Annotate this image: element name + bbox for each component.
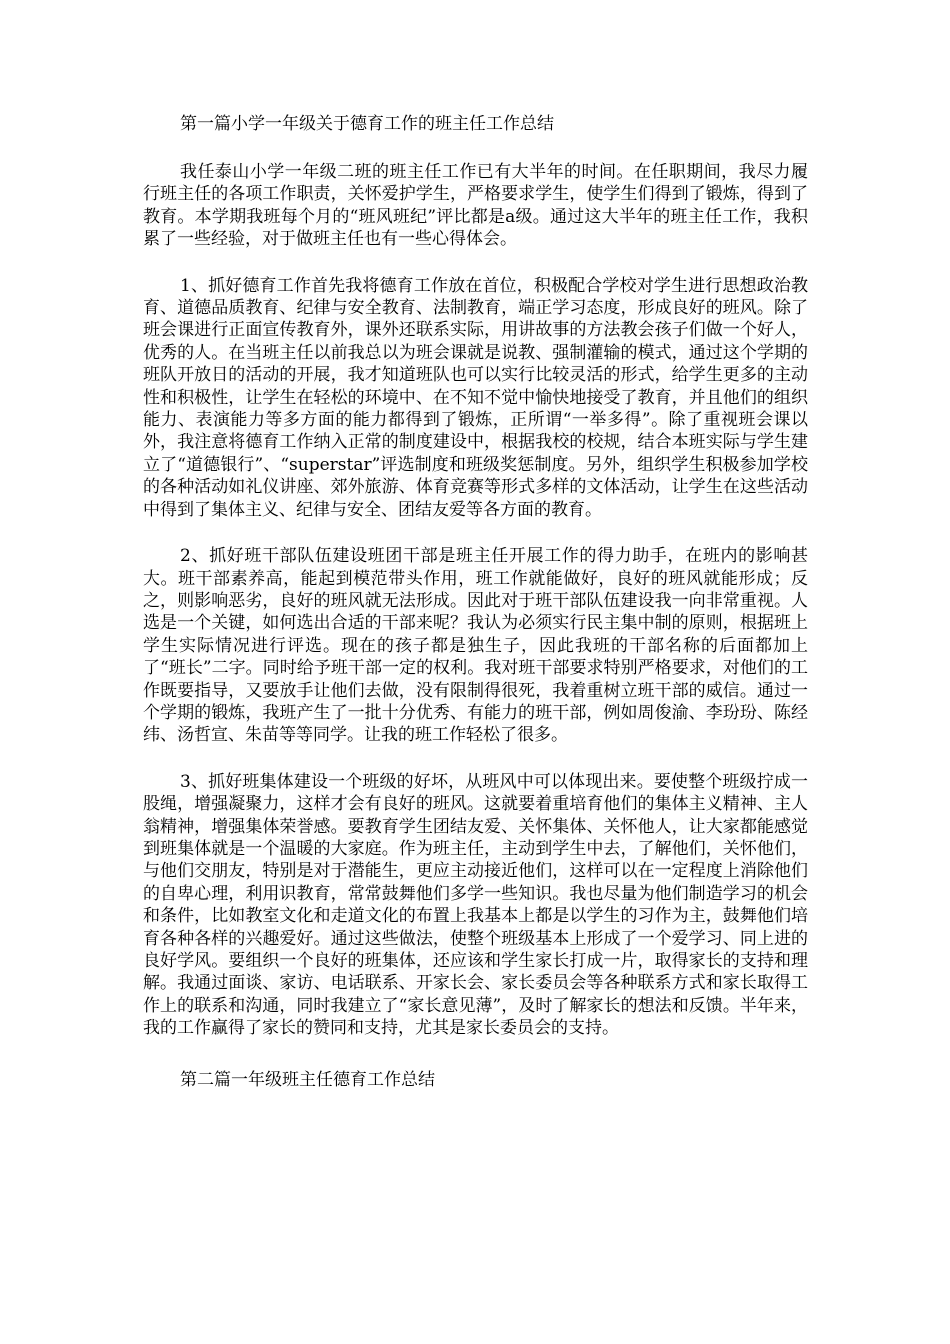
article-title-1: 第一篇小学一年级关于德育工作的班主任工作总结	[180, 114, 554, 134]
article-title-2: 第二篇一年级班主任德育工作总结	[180, 1069, 435, 1090]
section-1-paragraph: 1、抓好德育工作首先我将德育工作放在首位，积极配合学校对学生进行思想政治教育、道德品质教育、纪律与安全教育、法制教育，端正学习态度，形成良好的班风。除了班会课进行正面宣传教育外，课外还联系实际，用讲故事的方法教会孩子们做一个好人，优秀的人。在当班主任以前我总以为班会课就是说教、强制灌输的模式，通过这个学期的班队开放日的活动的开展，我才知道班队也可以实行比较灵活的形式，给学生更多的主动性和积极性，让学生在轻松的环境中、在不知不觉中愉快地接受了教育，并且他们的组织能力、表演能力等多方面的能力都得到了锻炼，正所谓“一举多得”。除了重视班会课以外，我注意将德育工作纳入正常的制度建设中，根据我校的校规，结合本班实际与学生建立了“道德银行”、“superstar”评选制度和班级奖惩制度。另外，组织学生积极参加学校的各种活动如礼仪讲座、郊外旅游、体育竞赛等形式多样的文体活动，让学生在这些活动中得到了集体主义、纪律与安全、团结友爱等各方面的教育。	[143, 275, 808, 520]
section-3-paragraph: 3、抓好班集体建设一个班级的好坏，从班风中可以体现出来。要使整个班级拧成一股绳，增强凝聚力，这样才会有良好的班风。这就要着重培育他们的集体主义精神、主人翁精神，增强集体荣誉感。要教育学生团结友爱、关怀集体、关怀他人，让大家都能感觉到班集体就是一个温暖的大家庭。作为班主任，主动到学生中去，了解他们，关怀他们，与他们交朋友，特别是对于潜能生，更应主动接近他们，这样可以在一定程度上消除他们的自卑心理，利用识教育，常常鼓舞他们多学一些知识。我也尽量为他们制造学习的机会和条件，比如教室文化和走道文化的布置上我基本上都是以学生的习作为主，鼓舞他们培育各种各样的兴趣爱好。通过这些做法，使整个班级基本上形成了一个爱学习、同上进的良好学风。要组织一个良好的班集体，还应该和学生家长打成一片，取得家长的支持和理解。我通过面谈、家访、电话联系、开家长会、家长委员会等各种联系方式和家长取得工作上的联系和沟通，同时我建立了“家长意见薄”，及时了解家长的想法和反馈。半年来，我的工作赢得了家长的赞同和支持，尤其是家长委员会的支持。	[143, 771, 808, 1039]
section-2-paragraph: 2、抓好班干部队伍建设班团干部是班主任开展工作的得力助手，在班内的影响甚大。班干部素养高，能起到模范带头作用，班工作就能做好，良好的班风就能形成；反之，则影响恶劣，良好的班风就无法形成。因此对于班干部队伍建设我一向非常重视。人选是一个关键，如何选出合适的干部来呢？我认为必须实行民主集中制的原则，根据班上学生实际情况进行评选。现在的孩子都是独生子，因此我班的干部名称的后面都加上了“班长”二字。同时给予班干部一定的权利。我对班干部要求特别严格要求，对他们的工作既要指导，又要放手让他们去做，没有限制得很死，我着重树立班干部的威信。通过一个学期的锻炼，我班产生了一批十分优秀、有能力的班干部，例如周俊渝、李玢玢、陈经纬、汤哲宣、朱苗等等同学。让我的班工作轻松了很多。	[143, 546, 808, 746]
intro-paragraph: 我任泰山小学一年级二班的班主任工作已有大半年的时间。在任职期间，我尽力履行班主任的各项工作职责，关怀爱护学生，严格要求学生，使学生们得到了锻炼，得到了教育。本学期我班每个月的“班风班纪”评比都是a级。通过这大半年的班主任工作，我积累了一些经验，对于做班主任也有一些心得体会。	[143, 162, 808, 250]
document-page	[143, 112, 808, 1117]
